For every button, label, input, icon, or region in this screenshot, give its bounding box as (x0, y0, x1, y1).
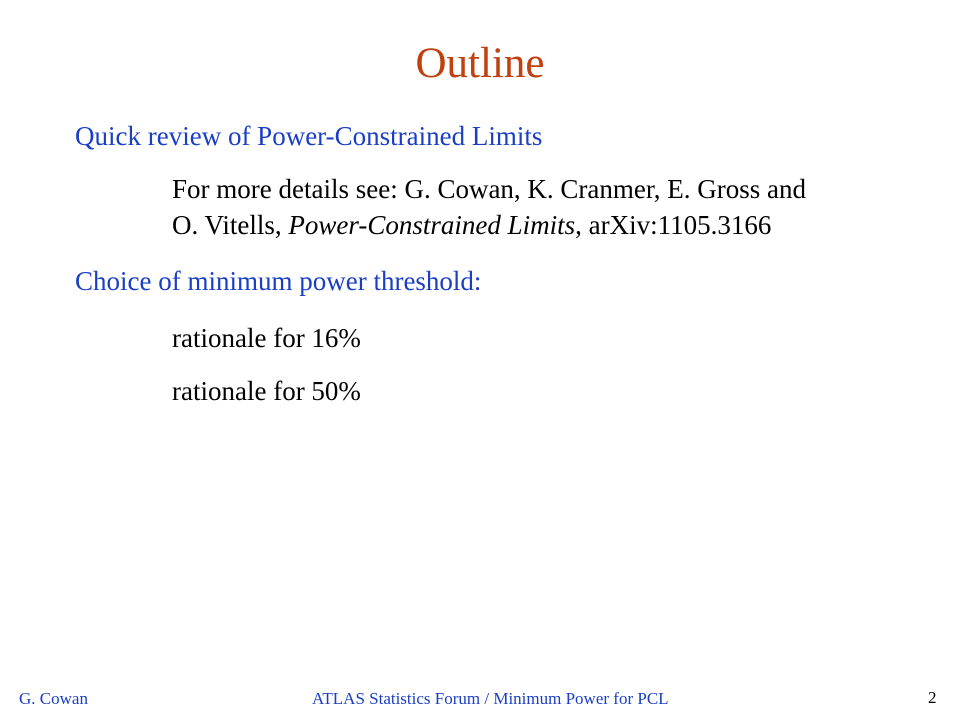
arxiv-reference: , arXiv:1105.3166 (575, 210, 772, 240)
paper-title: Power-Constrained Limits (288, 210, 576, 240)
outline-subitem-rationale-50: rationale for 50% (172, 376, 361, 406)
details-line-2-prefix: O. Vitells, (172, 210, 289, 240)
slide-title: Outline (415, 40, 545, 87)
outline-item-review: Quick review of Power-Constrained Limits (75, 121, 543, 151)
footer-title: ATLAS Statistics Forum / Minimum Power for PCL (312, 689, 669, 708)
outline-subitem-rationale-16: rationale for 16% (172, 323, 361, 353)
page-number: 2 (928, 688, 937, 707)
details-line-1: For more details see: G. Cowan, K. Cranmer, E. Gross and (172, 174, 807, 204)
footer-author: G. Cowan (19, 689, 88, 708)
outline-item-choice: Choice of minimum power threshold: (75, 266, 482, 296)
details-line-2 (172, 208, 771, 242)
